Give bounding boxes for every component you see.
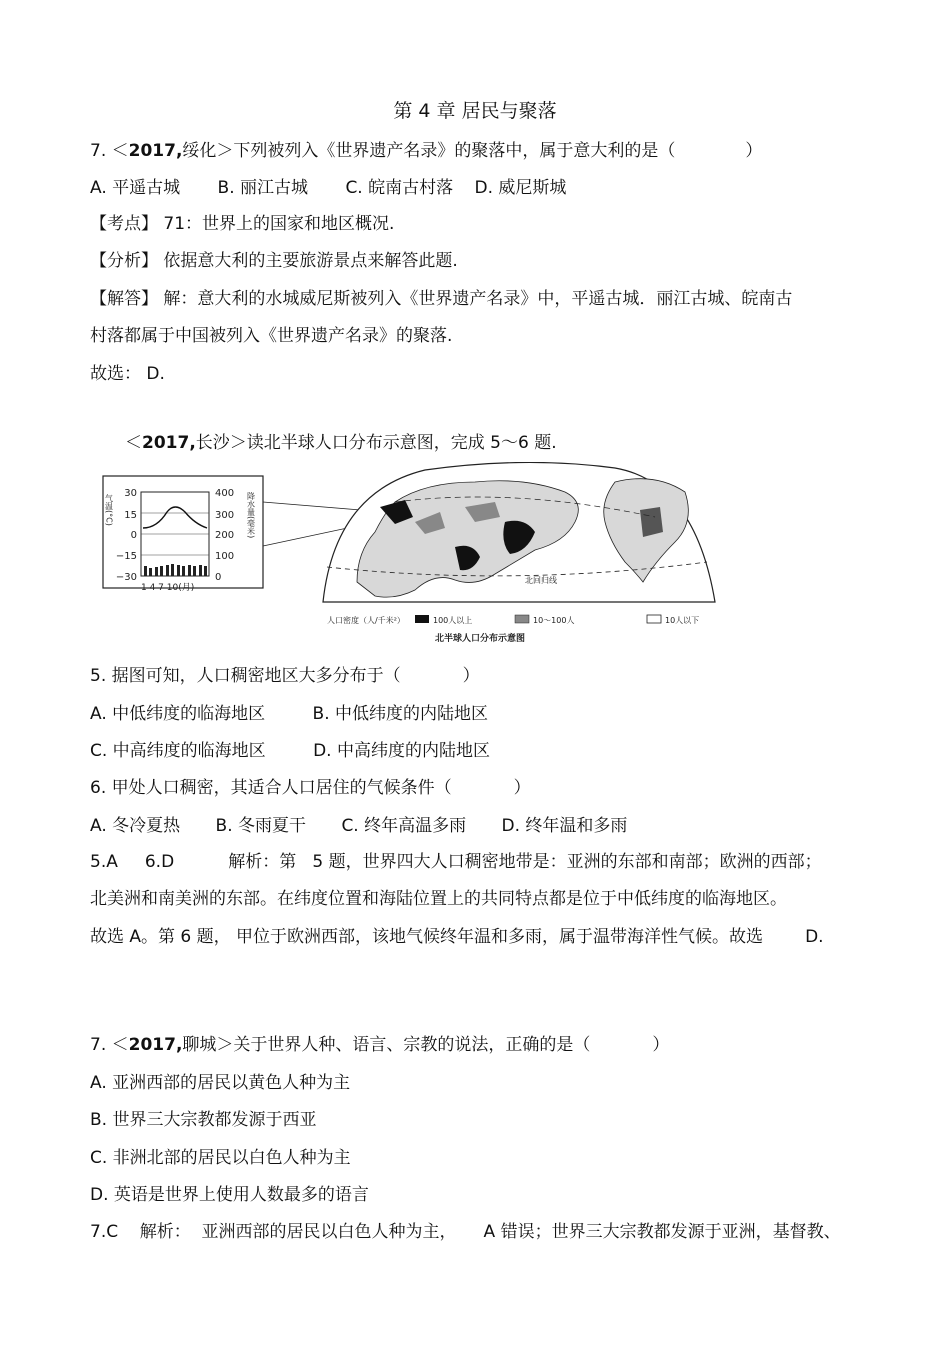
- legend-swatch-low: [647, 615, 661, 623]
- jieda-text-1: 【解答】 解：意大利的水城威尼斯被列入《世界遗产名录》中，平遥古城．丽江古城、皖南古: [90, 289, 793, 309]
- legend-swatch-high: [415, 615, 429, 623]
- source-bracket: ＜: [111, 1035, 129, 1055]
- question-5-options-row1: [90, 703, 488, 725]
- answer-blank-close: ）: [745, 141, 763, 161]
- kaodian-text: 【考点】 71：世界上的国家和地区概况.: [90, 214, 395, 234]
- answer-explanation-2: 北美洲和南美洲的东部。在纬度位置和海陆位置上的共同特点都是位于中低纬度的临海地区。: [90, 889, 787, 909]
- precipitation-bars: [144, 564, 207, 576]
- temperature-curve: [143, 507, 207, 528]
- question-7-options: [90, 177, 566, 199]
- option-b: B. 世界三大宗教都发源于西亚: [90, 1110, 317, 1130]
- jieda-text-2: 村落都属于中国被列入《世界遗产名录》的聚落.: [90, 326, 453, 346]
- answer-blank-close: ）: [462, 666, 480, 686]
- question-6: [90, 777, 531, 799]
- tropic-label: 北回归线: [525, 576, 557, 585]
- question-6-options: [90, 815, 627, 837]
- option-d: D. 威尼斯城: [474, 178, 567, 198]
- source-place: 长沙＞: [195, 433, 247, 453]
- answer-choice: D.: [805, 927, 824, 947]
- temp-tick: 0: [130, 530, 137, 541]
- option-a: A. 平遥古城: [90, 178, 181, 198]
- question-5-options-row2: [90, 740, 490, 762]
- figure-caption: 北半球人口分布示意图: [435, 634, 526, 644]
- temp-tick: 30: [124, 488, 137, 499]
- rain-tick: 300: [215, 510, 235, 521]
- option-d: D. 英语是世界上使用人数最多的语言: [90, 1185, 369, 1205]
- option-d: D. 终年温和多雨: [501, 816, 628, 836]
- temp-axis-label: 气温(°C): [104, 494, 114, 526]
- option-c: C. 中高纬度的临海地区: [90, 741, 266, 761]
- answer-text: 故选： D.: [90, 364, 165, 384]
- answer-explanation-3: 故选 A。第 6 题， 甲位于欧洲西部，该地气候终年温和多雨，属于温带海洋性气候。故选 D.: [90, 927, 824, 947]
- fenxi-text: 【分析】 依据意大利的主要旅游景点来解答此题.: [90, 251, 458, 271]
- source-year: 2017,: [142, 433, 196, 453]
- question-5-6-intro: [125, 432, 557, 454]
- answer-explanation-1: 5.A 6.D 解析：第 5 题，世界四大人口稠密地带是：亚洲的东部和南部；欧洲的西部；: [90, 852, 822, 872]
- option-b: B. 丽江古城: [217, 178, 309, 198]
- source-year: 2017,: [128, 1035, 183, 1055]
- answer-blank-close: ）: [652, 1035, 670, 1055]
- question-text: 关于世界人种、语言、宗教的说法，正确的是（: [233, 1035, 591, 1055]
- option-a: A. 冬冷夏热: [90, 816, 181, 836]
- legend-item-high: 100人以上: [433, 616, 473, 625]
- source-bracket: ＜: [111, 141, 129, 161]
- question-text: 5. 据图可知，人口稠密地区大多分布于（: [90, 666, 401, 686]
- temp-tick: 15: [124, 510, 137, 521]
- question-number: 7.: [90, 141, 107, 161]
- source-place: 绥化＞: [182, 141, 234, 161]
- rain-tick: 100: [215, 551, 235, 562]
- question-5: [90, 665, 480, 687]
- temp-tick: −15: [115, 551, 137, 562]
- option-b: B. 中低纬度的内陆地区: [312, 704, 489, 724]
- source-bracket: ＜: [125, 433, 142, 453]
- legend-item-low: 10人以下: [665, 616, 700, 625]
- question-7b-stem: [90, 1034, 669, 1056]
- option-a: A. 亚洲西部的居民以黄色人种为主: [90, 1073, 351, 1093]
- option-a: A. 中低纬度的临海地区: [90, 704, 266, 724]
- question-text: 下列被列入《世界遗产名录》的聚落中，属于意大利的是（: [233, 141, 676, 161]
- chapter-title: 第 4 章 居民与聚落: [393, 100, 557, 122]
- option-c: C. 皖南古村落: [345, 178, 454, 198]
- question-7-stem: [90, 140, 762, 162]
- rain-axis-label: 降水量(毫米): [246, 492, 256, 539]
- option-d: D. 中高纬度的内陆地区: [313, 741, 490, 761]
- legend-item-medium: 10～100人: [533, 616, 575, 625]
- intro-text: 读北半球人口分布示意图，完成 5～6 题.: [246, 433, 557, 453]
- source-place: 聊城＞: [182, 1035, 234, 1055]
- legend-swatch-medium: [515, 615, 529, 623]
- rain-tick: 0: [215, 572, 222, 583]
- option-c: C. 非洲北部的居民以白色人种为主: [90, 1148, 351, 1168]
- source-year: 2017,: [128, 141, 183, 161]
- legend-title: 人口密度（人/千米²）: [327, 616, 405, 625]
- month-ticks: 1 4 7 10(月): [141, 583, 195, 593]
- rain-tick: 400: [215, 488, 235, 499]
- temp-tick: −30: [115, 572, 137, 583]
- option-c: C. 终年高温多雨: [341, 816, 467, 836]
- rain-tick: 200: [215, 530, 235, 541]
- question-number: 7.: [90, 1035, 107, 1055]
- question-text: 6. 甲处人口稠密，其适合人口居住的气候条件（: [90, 778, 452, 798]
- population-distribution-figure: [95, 462, 717, 652]
- north-america-dense-area: [640, 507, 663, 537]
- answer-blank-close: ）: [513, 778, 531, 798]
- question-7b-answer: 7.C 解析： 亚洲西部的居民以白色人种为主， A 错误；世界三大宗教都发源于亚洲，基督教、: [90, 1222, 841, 1242]
- option-b: B. 冬雨夏干: [215, 816, 307, 836]
